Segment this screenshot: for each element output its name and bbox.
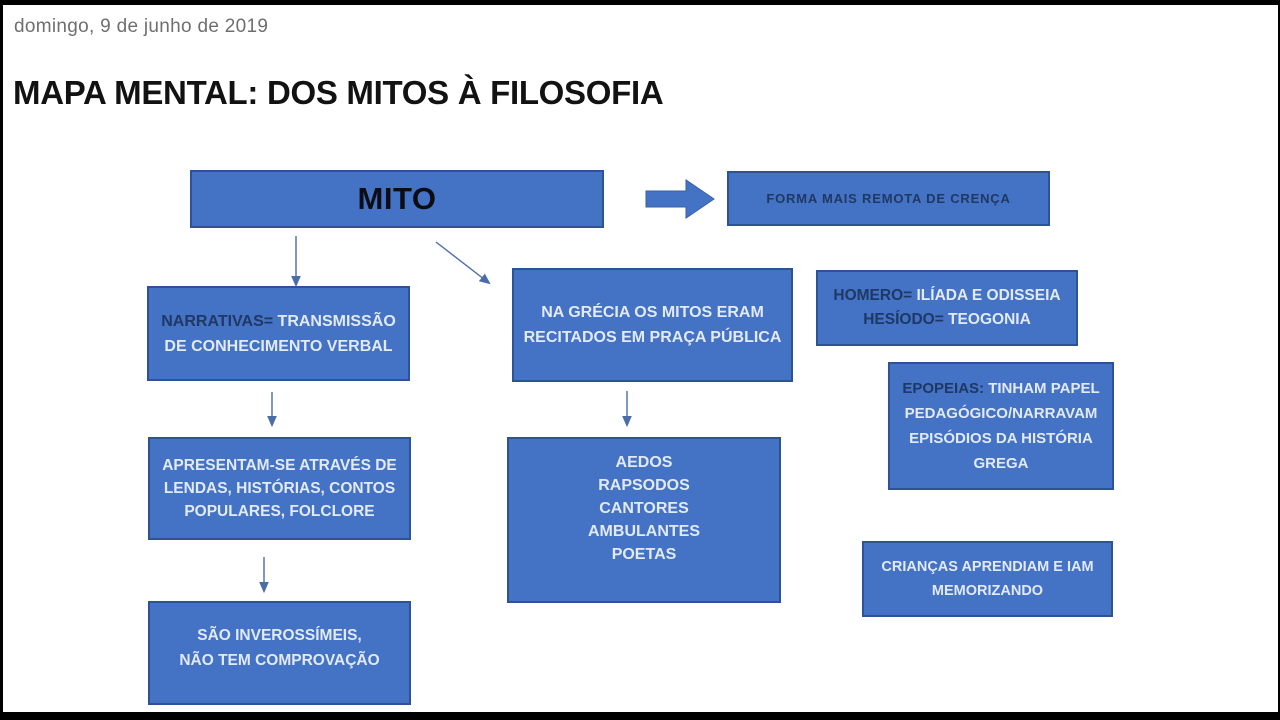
node-forma-remota-label: FORMA MAIS REMOTA DE CRENÇA	[766, 191, 1011, 206]
page-title: MAPA MENTAL: DOS MITOS À FILOSOFIA	[13, 74, 664, 111]
apresentam-line3: POPULARES, FOLCLORE	[184, 503, 375, 520]
apresentam-line2: LENDAS, HISTÓRIAS, CONTOS	[163, 480, 396, 497]
node-na-grecia-line2: RECITADOS EM PRAÇA PÚBLICA	[523, 329, 782, 346]
block-arrow-right-icon	[646, 180, 714, 218]
node-na-grecia-line1: NA GRÉCIA OS MITOS ERAM	[541, 304, 764, 321]
aedos-line: CANTORES	[599, 500, 689, 517]
criancas-line1: CRIANÇAS APRENDIAM E IAM	[881, 559, 1094, 575]
epopeias-line4: GREGA	[973, 455, 1029, 472]
post-date: domingo, 9 de junho de 2019	[14, 16, 269, 37]
inverossimeis-line2: NÃO TEM COMPROVAÇÃO	[179, 652, 380, 669]
narrativas-rest: TRANSMISSÃO	[273, 312, 396, 330]
node-mito-label: MITO	[357, 181, 437, 216]
epopeias-line3: EPISÓDIOS DA HISTÓRIA	[909, 430, 1093, 447]
aedos-line: AMBULANTES	[588, 523, 700, 540]
hesiodo-rest: TEOGONIA	[943, 311, 1031, 328]
epopeias-rest: TINHAM PAPEL	[984, 380, 1100, 397]
narrativas-term: NARRATIVAS=	[161, 312, 274, 330]
homero-rest: ILÍADA E ODISSEIA	[912, 287, 1061, 304]
hesiodo-term: HESÍODO=	[863, 311, 944, 328]
homero-term: HOMERO=	[833, 287, 913, 304]
arrow-mito-to-grecia	[436, 242, 489, 283]
epopeias-term: EPOPEIAS:	[902, 380, 985, 397]
criancas-line2: MEMORIZANDO	[931, 583, 1044, 599]
node-narrativas-line2: DE CONHECIMENTO VERBAL	[164, 337, 393, 355]
aedos-line: POETAS	[611, 546, 677, 563]
epopeias-line2: PEDAGÓGICO/NARRAVAM	[904, 405, 1098, 422]
apresentam-line1: APRESENTAM-SE ATRAVÉS DE	[162, 457, 397, 474]
inverossimeis-line1: SÃO INVEROSSÍMEIS,	[197, 627, 362, 644]
aedos-line: RAPSODOS	[598, 477, 690, 494]
aedos-line: AEDOS	[615, 454, 673, 471]
